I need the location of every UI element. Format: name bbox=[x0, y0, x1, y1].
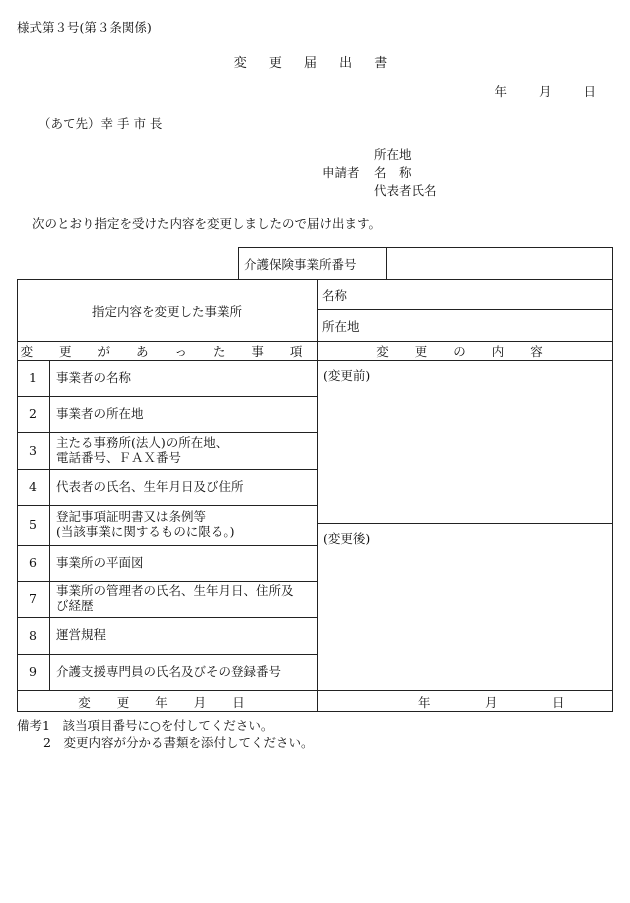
applicant-name-label: 名 称 bbox=[374, 165, 412, 180]
item-number[interactable]: 6 bbox=[29, 555, 37, 570]
date-year-label: 年 bbox=[494, 84, 507, 99]
applicant-role-label: 申請者 bbox=[322, 165, 360, 180]
form-label: 様式第３号(第３条関係) bbox=[17, 20, 152, 35]
item-text: 代表者の氏名、生年月日及び住所 bbox=[56, 478, 244, 494]
item-text: 主たる事務所(法人)の所在地、 電話番号、ＦＡＸ番号 bbox=[56, 434, 229, 465]
item-text: 登記事項証明書又は条例等 (当該事業に関するものに限る。) bbox=[56, 509, 235, 539]
office-number-input[interactable] bbox=[387, 248, 612, 279]
notes bbox=[17, 717, 313, 751]
item-number[interactable]: 5 bbox=[29, 517, 37, 532]
before-label: (変更前) bbox=[323, 368, 371, 383]
note-line: 1 該当項目番号に○を付してください。 bbox=[42, 718, 274, 733]
item-text: 事業所の管理者の氏名、生年月日、住所及 び経歴 bbox=[56, 583, 294, 613]
date-month-label: 月 bbox=[538, 84, 552, 99]
change-date-label: 変 更 年 月 日 bbox=[78, 694, 256, 710]
change-content-header: 変 更 の 内 容 bbox=[376, 344, 554, 359]
item-text: 介護支援専門員の氏名及びその登録番号 bbox=[56, 663, 282, 679]
change-date-month: 月 bbox=[485, 694, 498, 710]
date-day-label: 日 bbox=[583, 84, 596, 99]
change-date-day: 日 bbox=[552, 694, 565, 710]
applicant-representative-label: 代表者氏名 bbox=[374, 183, 437, 198]
changed-office-label: 指定内容を変更した事業所 bbox=[91, 303, 242, 319]
item-number[interactable]: 7 bbox=[29, 591, 37, 606]
note-line: 2 変更内容が分かる書類を添付してください。 bbox=[43, 735, 314, 750]
submission-date bbox=[494, 82, 596, 100]
office-address-label: 所在地 bbox=[322, 318, 360, 334]
item-number[interactable]: 1 bbox=[29, 370, 37, 385]
item-number[interactable]: 4 bbox=[29, 479, 37, 494]
item-text: 事業者の所在地 bbox=[56, 405, 144, 421]
item-number[interactable]: 3 bbox=[29, 442, 37, 458]
item-number[interactable]: 9 bbox=[29, 664, 37, 679]
item-text: 事業所の平面図 bbox=[56, 554, 144, 570]
applicant-address-label: 所在地 bbox=[374, 147, 412, 162]
change-date-year: 年 bbox=[418, 694, 431, 710]
change-date-field[interactable] bbox=[317, 691, 613, 712]
after-label: (変更後) bbox=[323, 531, 371, 546]
office-number-label: 介護保険事業所番号 bbox=[244, 256, 357, 272]
addressee: （あて先）幸 手 市 長 bbox=[38, 116, 163, 131]
changed-items-header: 変 更 が あ っ た 事 項 bbox=[20, 344, 314, 359]
intro-text: 次のとおり指定を受けた内容を変更しましたので届け出ます。 bbox=[32, 216, 382, 231]
office-name-label: 名称 bbox=[322, 287, 348, 303]
item-text: 運営規程 bbox=[56, 627, 107, 642]
applicant-block bbox=[322, 146, 437, 200]
item-number[interactable]: 8 bbox=[29, 627, 37, 643]
notes-label: 備考 bbox=[17, 718, 43, 733]
item-number[interactable]: 2 bbox=[29, 406, 37, 421]
document-title: 変 更 届 出 書 bbox=[233, 56, 397, 71]
item-text: 事業者の名称 bbox=[56, 369, 132, 385]
